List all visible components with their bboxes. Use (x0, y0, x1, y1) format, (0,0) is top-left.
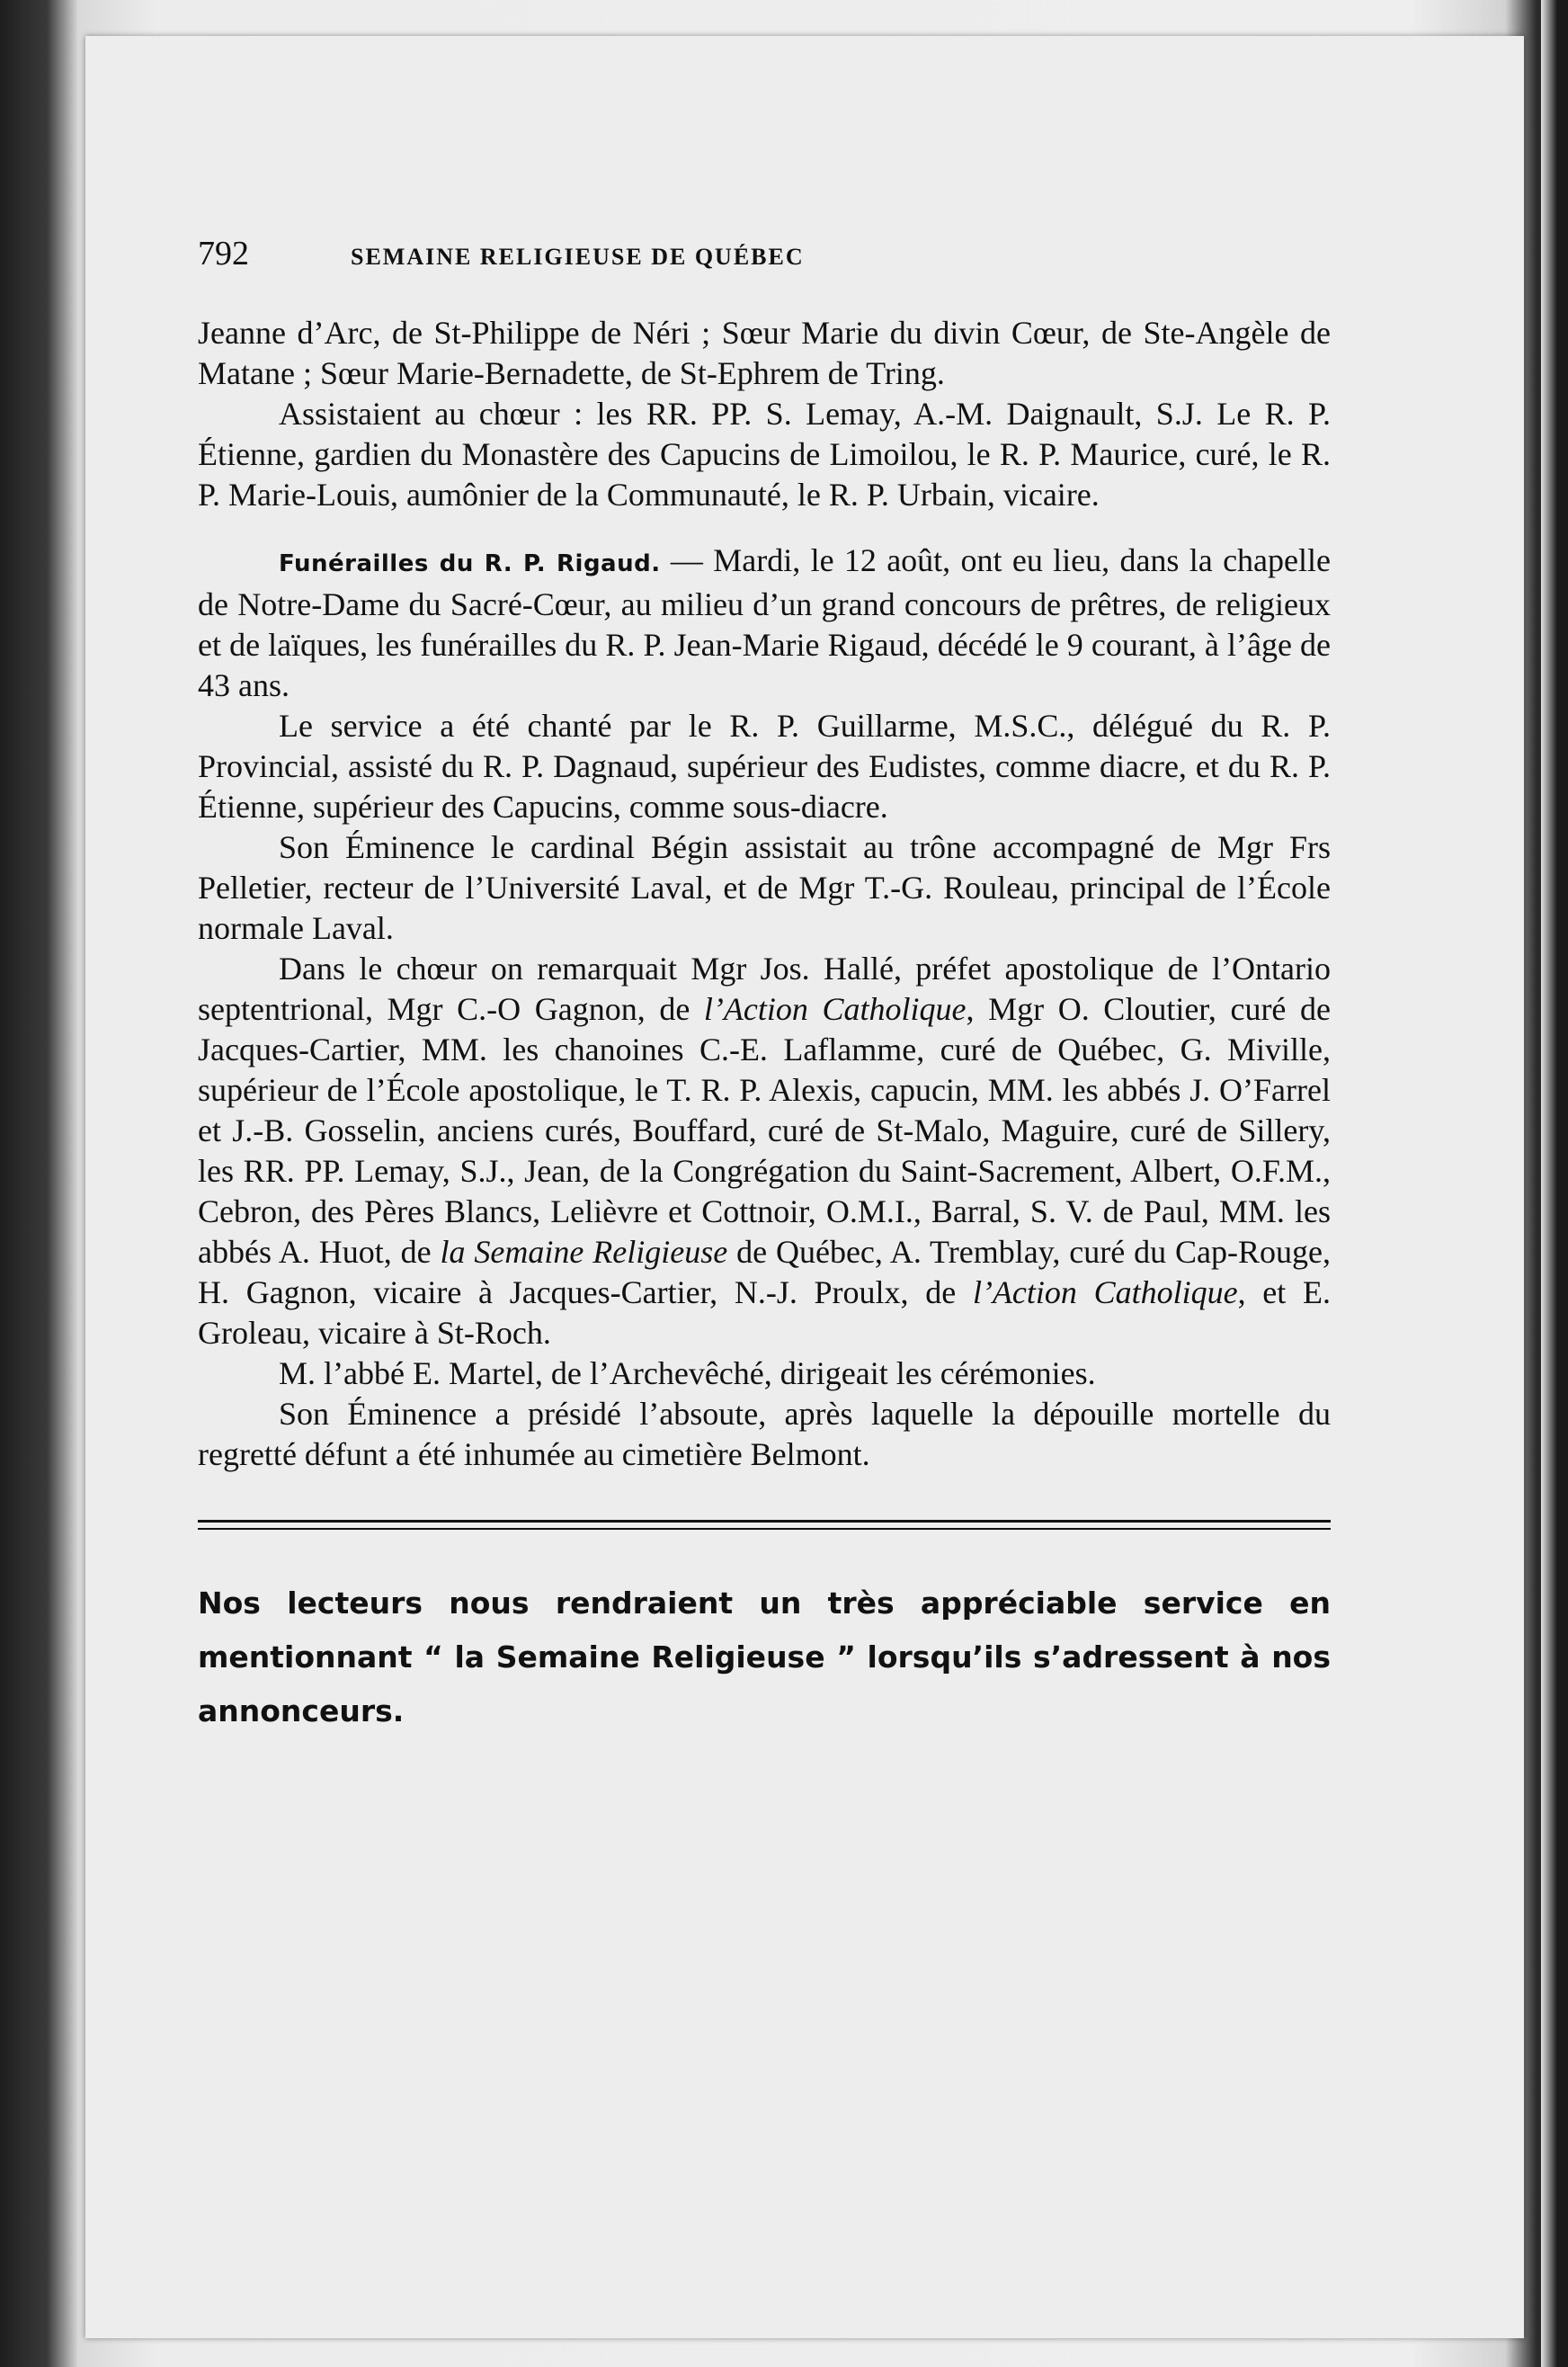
attendees-text-a: Dans le chœur on remarquait Mgr Jos. Hallé, préfet apostolique de l’Ontario septentrional, Mgr C.-O Gagnon, de (198, 951, 1331, 1027)
attendees-text-b: , Mgr O. Cloutier, curé de Jacques-Cartier, MM. les chanoines C.-E. Laflamme, curé de Québec, G. Miville, supérieur de l’École apostolique, le T. R. P. Alexis, capucin, MM. les abbés J. O’Farrel et J.-B. Gosselin, anciens curés, Bouffard, curé de St-Malo, Maguire, curé de Sillery, les RR. PP. Lemay, S.J., Jean, de la Congrégation du Saint-Sacrement, Albert, O.F.M., Cebron, des Pères Blancs, Lelièvre et Cottnoir, O.M.I., Barral, S. V. de Paul, MM. les abbés A. Huot, de (198, 991, 1331, 1270)
paragraph-continuation: Jeanne d’Arc, de St-Philippe de Néri ; Sœur Marie du divin Cœur, de Ste-Angèle de Matane ; Sœur Marie-Bernadette, de St-Ephrem de Tring. (198, 315, 1331, 391)
paragraph-choir: Assistaient au chœur : les RR. PP. S. Lemay, A.-M. Daignault, S.J. Le R. P. Étienne, gardien du Monastère des Capucins de Limoilou, le R. P. Maurice, curé, le R. P. Marie-Louis, aumônier de la Communauté, le R. P. Urbain, vicaire. (198, 396, 1331, 513)
reader-notice: Nos lecteurs nous rendraient un très appréciable service en mentionnant “ la Semaine Religieuse ” lorsqu’ils s’adressent à nos annonceurs. (198, 1585, 1331, 1728)
section-heading: Funérailles du R. P. Rigaud. (279, 550, 661, 577)
running-header (198, 234, 1331, 288)
page-edge (1541, 0, 1568, 2367)
rule-line (198, 1528, 1331, 1530)
publication-title: l’Action Catholique (972, 1274, 1238, 1310)
attendees-text-d: , et E. Groleau, vicaire à St-Roch. (198, 1274, 1331, 1351)
paragraph-funeral (198, 540, 1331, 706)
paragraph-cardinal: Son Éminence le cardinal Bégin assistait au trône accompagné de Mgr Frs Pelletier, recteur de l’Université Laval, et de Mgr T.-G. Rouleau, principal de l’École normale Laval. (198, 829, 1331, 946)
publication-title: l’Action Catholique (703, 991, 967, 1027)
publication-title: la Semaine Religieuse (440, 1234, 728, 1270)
paragraph-absolution: Son Éminence a présidé l’absoute, après laquelle la dépouille mortelle du regretté défunt a été inhumée au cimetière Belmont. (198, 1396, 1331, 1472)
rule-line (198, 1520, 1331, 1523)
paragraph-ceremonies: M. l’abbé E. Martel, de l’Archevêché, dirigeait les cérémonies. (279, 1355, 1096, 1391)
page-content (198, 234, 1331, 1738)
attendees-text-c: de Québec, A. Tremblay, curé du Cap-Rouge, H. Gagnon, vicaire à Jacques-Cartier, N.-J. Proulx, de (198, 1234, 1331, 1310)
paragraph-funeral-text: — Mardi, le 12 août, ont eu lieu, dans la chapelle de Notre-Dame du Sacré-Cœur, au milieu d’un grand concours de prêtres, de religieux et de laïques, les funérailles du R. P. Jean-Marie Rigaud, décédé le 9 courant, à l’âge de 43 ans. (198, 542, 1331, 703)
page-number: 792 (198, 235, 249, 272)
journal-title: SEMAINE RELIGIEUSE DE QUÉBEC (351, 244, 805, 270)
paragraph-service: Le service a été chanté par le R. P. Guillarme, M.S.C., délégué du R. P. Provincial, assisté du R. P. Dagnaud, supérieur des Eudistes, comme diacre, et du R. P. Étienne, supérieur des Capucins, comme sous-diacre. (198, 708, 1331, 825)
paragraph-attendees (198, 949, 1331, 1353)
double-rule (198, 1520, 1331, 1530)
